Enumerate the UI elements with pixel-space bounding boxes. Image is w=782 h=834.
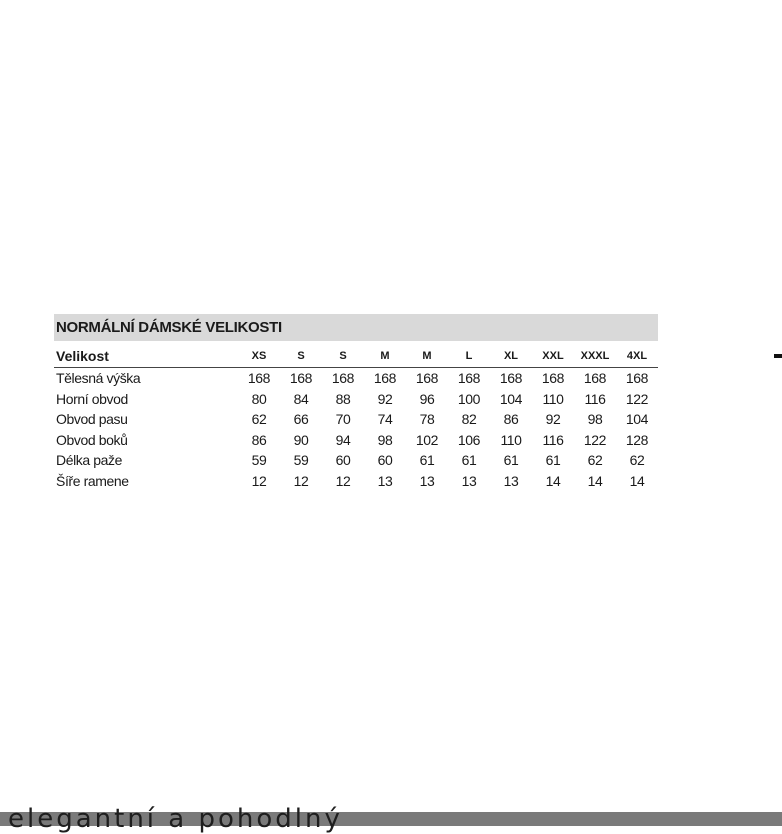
table-cell: 12 bbox=[335, 472, 351, 489]
bottom-caption-text: elegantní a pohodlný bbox=[8, 804, 343, 834]
table-row bbox=[54, 450, 658, 471]
table-cell: 168 bbox=[373, 370, 397, 387]
table-cell: 168 bbox=[583, 370, 607, 387]
size-table bbox=[54, 345, 658, 491]
table-cell: 60 bbox=[377, 452, 393, 469]
table-cell: 80 bbox=[251, 390, 267, 407]
edge-mark bbox=[774, 354, 782, 358]
size-chart bbox=[54, 314, 658, 491]
table-cell: 90 bbox=[293, 431, 309, 448]
size-header-cell: XL bbox=[503, 350, 519, 362]
table-cell: 168 bbox=[331, 370, 355, 387]
table-cell: 59 bbox=[293, 452, 309, 469]
table-cell: 70 bbox=[335, 411, 351, 428]
table-cell: 116 bbox=[542, 431, 564, 448]
bottom-caption-bar bbox=[0, 804, 782, 834]
table-cell: 104 bbox=[625, 411, 649, 428]
row-label: Obvod boků bbox=[56, 431, 128, 448]
table-cell: 86 bbox=[251, 431, 267, 448]
table-cell: 102 bbox=[415, 431, 439, 448]
table-cell: 61 bbox=[503, 452, 519, 469]
table-cell: 110 bbox=[500, 431, 522, 448]
table-cell: 60 bbox=[335, 452, 351, 469]
size-header-cell: S bbox=[297, 350, 305, 362]
table-cell: 116 bbox=[584, 390, 606, 407]
table-cell: 12 bbox=[293, 472, 309, 489]
table-cell: 168 bbox=[247, 370, 271, 387]
size-header-cell: XS bbox=[251, 350, 267, 362]
table-cell: 13 bbox=[377, 472, 393, 489]
table-cell: 61 bbox=[545, 452, 561, 469]
table-row bbox=[54, 389, 658, 410]
size-header-cell: XXXL bbox=[580, 350, 610, 362]
table-cell: 92 bbox=[545, 411, 561, 428]
size-header-cell: 4XL bbox=[626, 350, 648, 362]
table-cell: 110 bbox=[542, 390, 564, 407]
table-cell: 122 bbox=[625, 390, 649, 407]
table-cell: 62 bbox=[251, 411, 267, 428]
table-cell: 96 bbox=[419, 390, 435, 407]
table-cell: 13 bbox=[419, 472, 435, 489]
row-label: Délka paže bbox=[56, 452, 123, 469]
table-row bbox=[54, 409, 658, 430]
row-label: Horní obvod bbox=[56, 390, 128, 407]
row-label: Šíře ramene bbox=[56, 472, 129, 489]
table-cell: 61 bbox=[419, 452, 435, 469]
size-header-row bbox=[54, 345, 658, 368]
table-row bbox=[54, 368, 658, 389]
table-cell: 168 bbox=[499, 370, 523, 387]
table-cell: 98 bbox=[377, 431, 393, 448]
table-cell: 61 bbox=[461, 452, 477, 469]
table-row bbox=[54, 430, 658, 451]
table-cell: 122 bbox=[583, 431, 607, 448]
row-label: Obvod pasu bbox=[56, 411, 128, 428]
table-cell: 168 bbox=[457, 370, 481, 387]
size-header-cell: XXL bbox=[542, 350, 564, 362]
table-cell: 14 bbox=[629, 472, 645, 489]
size-header-cell: M bbox=[422, 350, 432, 362]
table-cell: 62 bbox=[587, 452, 603, 469]
table-cell: 74 bbox=[377, 411, 393, 428]
size-header-label: Velikost bbox=[56, 348, 109, 364]
table-cell: 92 bbox=[377, 390, 393, 407]
table-cell: 14 bbox=[545, 472, 561, 489]
table-cell: 62 bbox=[629, 452, 645, 469]
table-cell: 94 bbox=[335, 431, 351, 448]
row-label: Tělesná výška bbox=[56, 370, 141, 387]
table-cell: 100 bbox=[457, 390, 481, 407]
table-cell: 14 bbox=[587, 472, 603, 489]
table-cell: 82 bbox=[461, 411, 477, 428]
table-cell: 78 bbox=[419, 411, 435, 428]
table-cell: 168 bbox=[541, 370, 565, 387]
table-cell: 66 bbox=[293, 411, 309, 428]
table-cell: 59 bbox=[251, 452, 267, 469]
size-header-cell: S bbox=[339, 350, 347, 362]
size-header-cell: M bbox=[380, 350, 390, 362]
table-cell: 168 bbox=[625, 370, 649, 387]
table-cell: 13 bbox=[461, 472, 477, 489]
table-cell: 98 bbox=[587, 411, 603, 428]
table-cell: 168 bbox=[415, 370, 439, 387]
table-cell: 12 bbox=[251, 472, 267, 489]
size-chart-title: NORMÁLNÍ DÁMSKÉ VELIKOSTI bbox=[54, 314, 658, 341]
table-cell: 88 bbox=[335, 390, 351, 407]
table-cell: 13 bbox=[503, 472, 519, 489]
table-cell: 168 bbox=[289, 370, 313, 387]
size-header-cell: L bbox=[465, 350, 473, 362]
table-cell: 86 bbox=[503, 411, 519, 428]
table-cell: 128 bbox=[625, 431, 649, 448]
table-cell: 106 bbox=[457, 431, 481, 448]
table-cell: 104 bbox=[499, 390, 523, 407]
table-cell: 84 bbox=[293, 390, 309, 407]
table-row bbox=[54, 471, 658, 492]
